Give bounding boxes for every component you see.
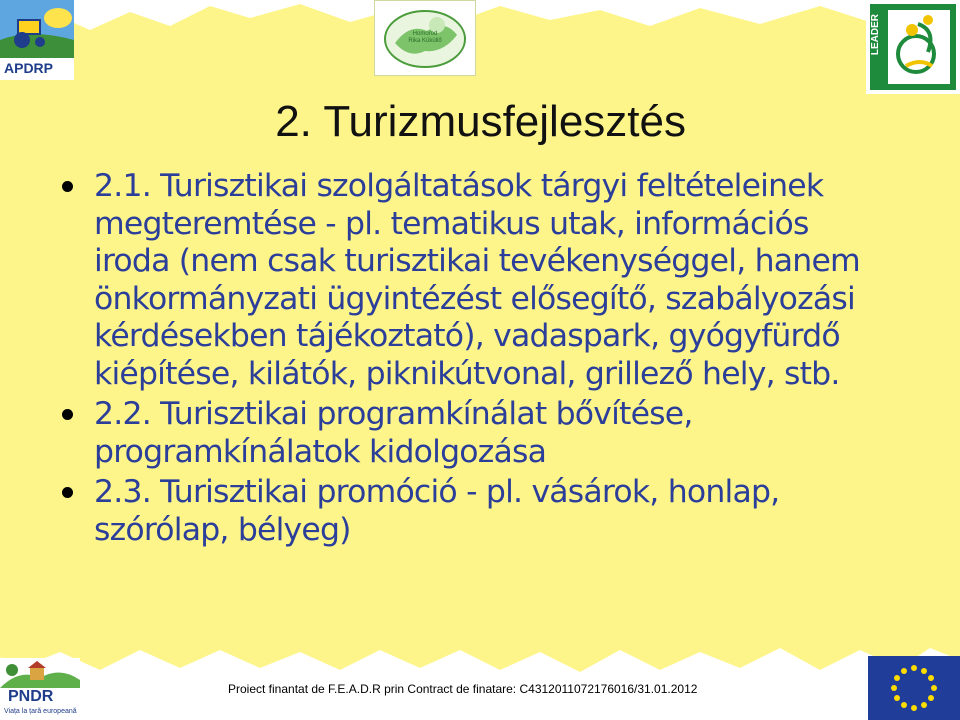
bullet-list xyxy=(62,168,882,552)
footer-text: Proiect finantat de F.E.A.D.R prin Contract de finatare: C4312011072176016/31.01.2012 xyxy=(228,682,698,696)
leader-logo xyxy=(866,0,960,94)
center-logo-text: Homorod Rika Küküllő xyxy=(408,31,442,44)
bullet-item-1 xyxy=(62,168,882,393)
bullet-item-3 xyxy=(62,474,882,549)
eu-flag xyxy=(868,656,960,720)
pndr-label: PNDR xyxy=(8,688,54,705)
bullet-dot-icon xyxy=(62,181,73,192)
bullet-dot-icon xyxy=(62,409,73,420)
center-logo xyxy=(374,0,476,76)
slide-title xyxy=(0,96,936,148)
tractor-icon xyxy=(0,0,74,58)
bullet-item-2 xyxy=(62,396,882,471)
apdrp-logo xyxy=(0,0,74,80)
apdrp-label: APDRP xyxy=(4,60,54,76)
eu-stars-icon xyxy=(868,656,960,720)
bullet-text-3: 2.3. Turisztikai promóció - pl. vásárok, honlap, szórólap, bélyeg) xyxy=(94,474,780,548)
bullet-text-1: 2.1. Turisztikai szolgáltatások tárgyi feltételeinek megteremtése - pl. tematikus utak, információs iroda (nem csak turisztikai tevékenységgel, hanem önkormányzati ügyintézést elősegítő, szabályozási kérdésekben tájékoztató), vadaspark, gyógyfürdő kiépítése, kilátók, piknikútvonal, grillező hely, stb. xyxy=(94,168,860,392)
bullet-dot-icon xyxy=(62,487,73,498)
slide-title-text: 2. Turizmusfejlesztés xyxy=(275,97,686,146)
bullet-text-2: 2.2. Turisztikai programkínálat bővítése, programkínálatok kidolgozása xyxy=(94,396,693,470)
village-icon xyxy=(0,658,80,688)
leader-label: LEADER xyxy=(870,14,881,56)
pndr-tagline: Viața la țară europeană xyxy=(4,708,77,715)
pndr-logo xyxy=(0,658,80,720)
